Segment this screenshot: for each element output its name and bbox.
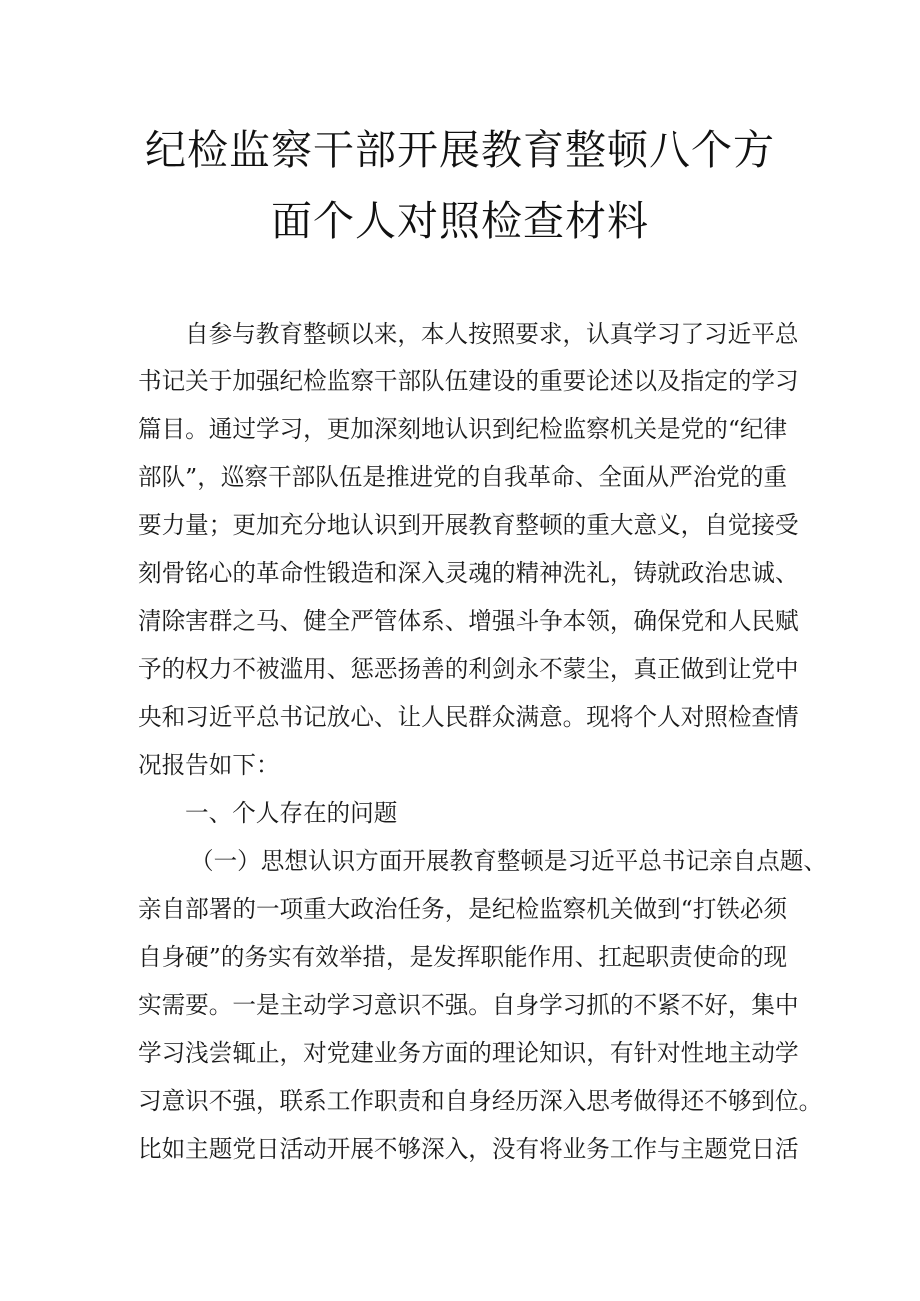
- subsection-paragraph-line: 比如主题党日活动开展不够深入，没有将业务工作与主题党日活: [138, 1135, 799, 1163]
- intro-paragraph-line: 部队”，巡察干部队伍是推进党的自我革命、全面从严治党的重: [138, 463, 788, 491]
- intro-paragraph-line: 自参与教育整顿以来，本人按照要求，认真学习了习近平总: [185, 320, 799, 348]
- intro-paragraph-line: 要力量；更加充分地认识到开展教育整顿的重大意义，自觉接受: [138, 511, 799, 539]
- subsection-paragraph-line: 习意识不强，联系工作职责和自身经历深入思考做得还不够到位。: [138, 1087, 823, 1115]
- intro-paragraph-line: 刻骨铭心的革命性锻造和深入灵魂的精神洗礼，铸就政治忠诚、: [138, 559, 799, 587]
- intro-paragraph-line: 央和习近平总书记放心、让人民群众满意。现将个人对照检查情: [138, 703, 799, 731]
- subsection-paragraph-line: 学习浅尝辄止，对党建业务方面的理论知识，有针对性地主动学: [138, 1039, 799, 1067]
- subsection-paragraph-line: 自身硬”的务实有效举措，是发挥职能作用、扛起职责使命的现: [138, 943, 788, 971]
- document-title-line-1: 纪检监察干部开展教育整顿八个方: [145, 126, 775, 174]
- intro-paragraph-line: 况报告如下：: [138, 751, 280, 779]
- section-heading: 一、个人存在的问题: [185, 799, 398, 827]
- intro-paragraph-line: 清除害群之马、健全严管体系、增强斗争本领，确保党和人民赋: [138, 607, 799, 635]
- subsection-paragraph-line: 亲自部署的一项重大政治任务，是纪检监察机关做到“打铁必须: [138, 895, 788, 923]
- intro-paragraph-line: 书记关于加强纪检监察干部队伍建设的重要论述以及指定的学习: [138, 367, 799, 395]
- intro-paragraph-line: 篇目。通过学习，更加深刻地认识到纪检监察机关是党的“纪律: [138, 415, 788, 443]
- intro-paragraph-line: 予的权力不被滥用、惩恶扬善的利剑永不蒙尘，真正做到让党中: [138, 655, 799, 683]
- subsection-paragraph-line: （一）思想认识方面开展教育整顿是习近平总书记亲自点题、: [190, 847, 828, 875]
- document-title-line-2: 面个人对照检查材料: [271, 197, 649, 245]
- subsection-paragraph-line: 实需要。一是主动学习意识不强。自身学习抓的不紧不好，集中: [138, 991, 799, 1019]
